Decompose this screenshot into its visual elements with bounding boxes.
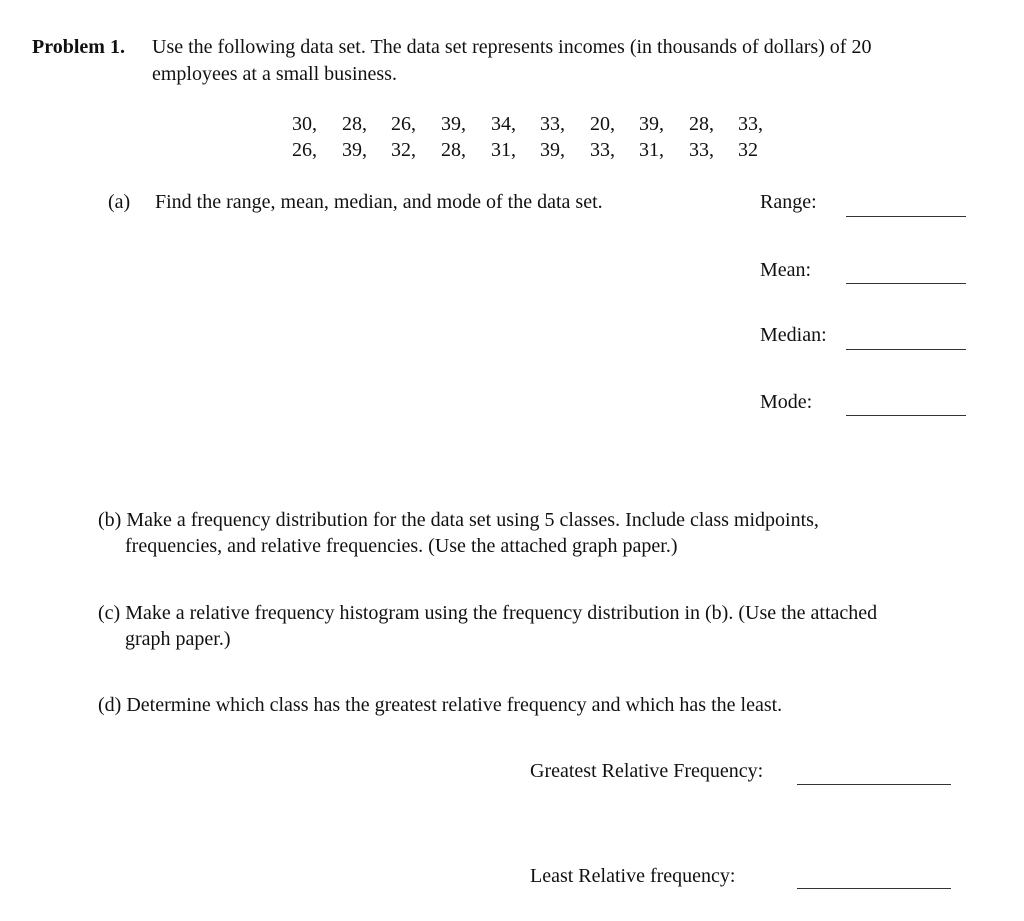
data-value: 39, xyxy=(540,139,565,161)
greatest-frequency-label: Greatest Relative Frequency: xyxy=(530,760,764,782)
data-value: 32, xyxy=(391,139,416,161)
data-value: 34, xyxy=(491,113,516,135)
least-frequency-label: Least Relative frequency: xyxy=(530,865,736,887)
data-value: 39, xyxy=(441,113,466,135)
mean-answer-blank[interactable] xyxy=(846,283,966,284)
mean-label: Mean: xyxy=(760,259,812,281)
data-row-2 xyxy=(0,137,1024,163)
data-value: 26, xyxy=(292,139,317,161)
data-value: 33, xyxy=(540,113,565,135)
mode-answer-blank[interactable] xyxy=(846,415,966,416)
part-a-question: Find the range, mean, median, and mode of the data set. xyxy=(155,191,603,213)
data-value: 30, xyxy=(292,113,317,135)
data-value: 33, xyxy=(689,139,714,161)
median-answer-blank[interactable] xyxy=(846,349,966,350)
problem-intro-line-1: Use the following data set. The data set represents incomes (in thousands of dollars) of 20 xyxy=(152,36,872,58)
part-b-line-1: (b) Make a frequency distribution for the data set using 5 classes. Include class midpoints, xyxy=(98,509,819,531)
range-label: Range: xyxy=(760,191,817,213)
part-a-label: (a) xyxy=(108,191,131,213)
data-value: 28, xyxy=(441,139,466,161)
part-c-line-2: graph paper.) xyxy=(125,628,231,650)
mode-label: Mode: xyxy=(760,391,813,413)
data-value: 20, xyxy=(590,113,615,135)
greatest-frequency-answer-blank[interactable] xyxy=(797,784,951,785)
data-value: 31, xyxy=(491,139,516,161)
part-b-line-2: frequencies, and relative frequencies. (Use the attached graph paper.) xyxy=(125,535,678,557)
data-value: 26, xyxy=(391,113,416,135)
data-value: 28, xyxy=(342,113,367,135)
problem-intro-line-2: employees at a small business. xyxy=(152,63,397,85)
data-value: 28, xyxy=(689,113,714,135)
data-value: 39, xyxy=(639,113,664,135)
range-answer-blank[interactable] xyxy=(846,216,966,217)
median-label: Median: xyxy=(760,324,827,346)
data-value: 39, xyxy=(342,139,367,161)
least-frequency-answer-blank[interactable] xyxy=(797,888,951,889)
data-value: 33, xyxy=(590,139,615,161)
data-value: 32 xyxy=(738,139,758,161)
problem-label: Problem 1. xyxy=(32,36,125,58)
part-c-line-1: (c) Make a relative frequency histogram using the frequency distribution in (b). (Use the attached xyxy=(98,602,878,624)
part-d-question: (d) Determine which class has the greatest relative frequency and which has the least. xyxy=(98,694,783,716)
data-value: 31, xyxy=(639,139,664,161)
data-row-1 xyxy=(0,111,1024,137)
data-value: 33, xyxy=(738,113,763,135)
